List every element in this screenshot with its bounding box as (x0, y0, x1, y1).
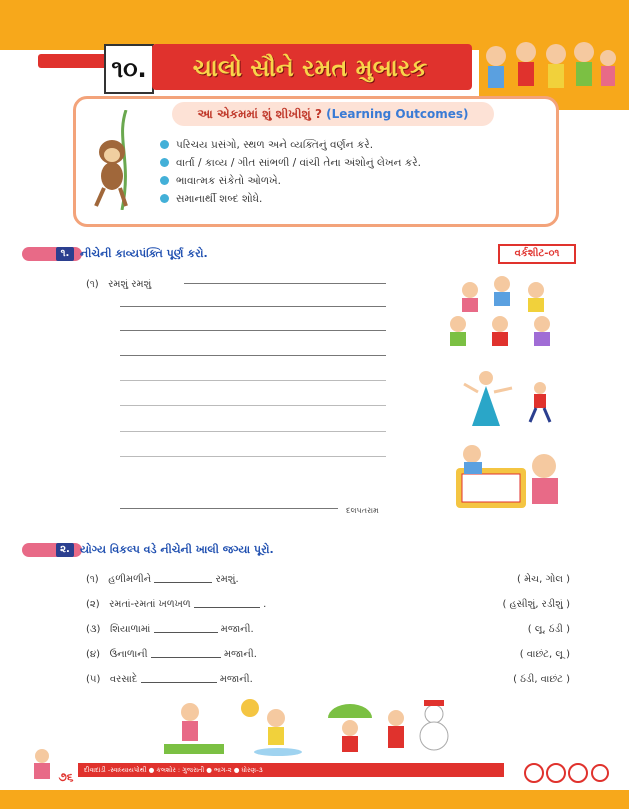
question-row: (૪) ઉનાળાની મજાની. (86, 649, 257, 660)
question-row: (૫) વરસાદે મજાની. (86, 674, 253, 685)
answer-line[interactable] (120, 355, 386, 356)
bottom-orange-band (0, 790, 629, 809)
bullet-icon (160, 158, 169, 167)
reading-kid-icon (30, 748, 54, 784)
question-options: ( લૂ, ઠંડી ) (527, 624, 570, 635)
answer-line[interactable] (120, 380, 386, 381)
outcomes-list (160, 136, 421, 208)
kids-illustration (478, 34, 618, 104)
question-row: (૧) હળીમળીને રમશું. (86, 574, 239, 585)
answer-line[interactable] (120, 431, 386, 432)
list-item: ભાવાત્મક સંકેતો ઓળખે. (160, 172, 421, 190)
fill-blank[interactable] (194, 597, 260, 608)
bullet-icon (160, 176, 169, 185)
question-options: ( વાછંટ, લૂ ) (519, 649, 570, 660)
fill-blank[interactable] (141, 672, 217, 683)
fill-blank[interactable] (154, 622, 218, 633)
footer-bar: દીવાદાંડી -સ્વાધ્યાયપોથી ● કલશોર : ગુજરાતી ● ભાગ-૨ ● ધોરણ-૩ (78, 763, 504, 777)
board-game-illustration (446, 440, 570, 512)
poem-item-label: (૧) રમશું રમશું (86, 279, 152, 290)
lesson-number: ૧૦. (104, 44, 154, 94)
question-row: (૨) રમતાં-રમતાં ખળખળ . (86, 599, 267, 610)
section1-heading: નીચેની કાવ્યપંક્તિ પૂર્ણ કરો. (80, 247, 208, 260)
dancing-girl-illustration (452, 368, 562, 428)
list-item: સમાનાર્થી શબ્દ શોધે. (160, 190, 421, 208)
section1-number: ૧. (56, 247, 74, 261)
answer-line[interactable] (120, 508, 338, 509)
question-options: ( હસીશું, રડીશું ) (502, 599, 570, 610)
learning-outcomes-heading (172, 102, 494, 126)
poet-name: દલપતરામ (346, 506, 379, 515)
answer-line[interactable] (184, 283, 386, 284)
answer-line[interactable] (120, 306, 386, 307)
section2-number: ૨. (56, 543, 74, 557)
worksheet-badge: વર્કશીટ-૦૧ (498, 244, 576, 264)
pencil-icon (38, 54, 108, 68)
fill-blank[interactable] (151, 647, 221, 658)
bullet-icon (160, 194, 169, 203)
children-circle-illustration (440, 272, 570, 352)
list-item: વાર્તા / કાવ્ય / ગીત સાંભળી / વાંચી તેના અંશોનું લેખન કરે. (160, 154, 421, 172)
outcomes-heading-en: (Learning Outcomes) (326, 107, 469, 121)
fill-blank[interactable] (154, 572, 212, 583)
question-options: ( મેચ, ગોલ ) (517, 574, 570, 585)
question-row: (૩) શિયાળામાં મજાની. (86, 624, 254, 635)
page-number: ૭૬ (58, 770, 74, 784)
page-title: ચાલો સૌને રમત મુબારક (192, 54, 428, 82)
decorative-swirls-icon (520, 760, 610, 786)
monkey-illustration (86, 110, 150, 210)
seasons-kids-illustration (160, 698, 460, 758)
answer-line[interactable] (120, 456, 386, 457)
question-options: ( ઠંડી, વાછંટ ) (513, 674, 570, 685)
bullet-icon (160, 140, 169, 149)
section2-heading: યોગ્ય વિકલ્પ વડે નીચેની ખાલી જગ્યા પૂરો. (80, 543, 274, 556)
answer-line[interactable] (120, 405, 386, 406)
answer-line[interactable] (120, 330, 386, 331)
list-item: પરિચય પ્રસંગો, સ્થળ અને વ્યક્તિનું વર્ણન કરે. (160, 136, 421, 154)
outcomes-heading-gu: આ એકમમાં શું શીખીશું ? (197, 107, 322, 121)
